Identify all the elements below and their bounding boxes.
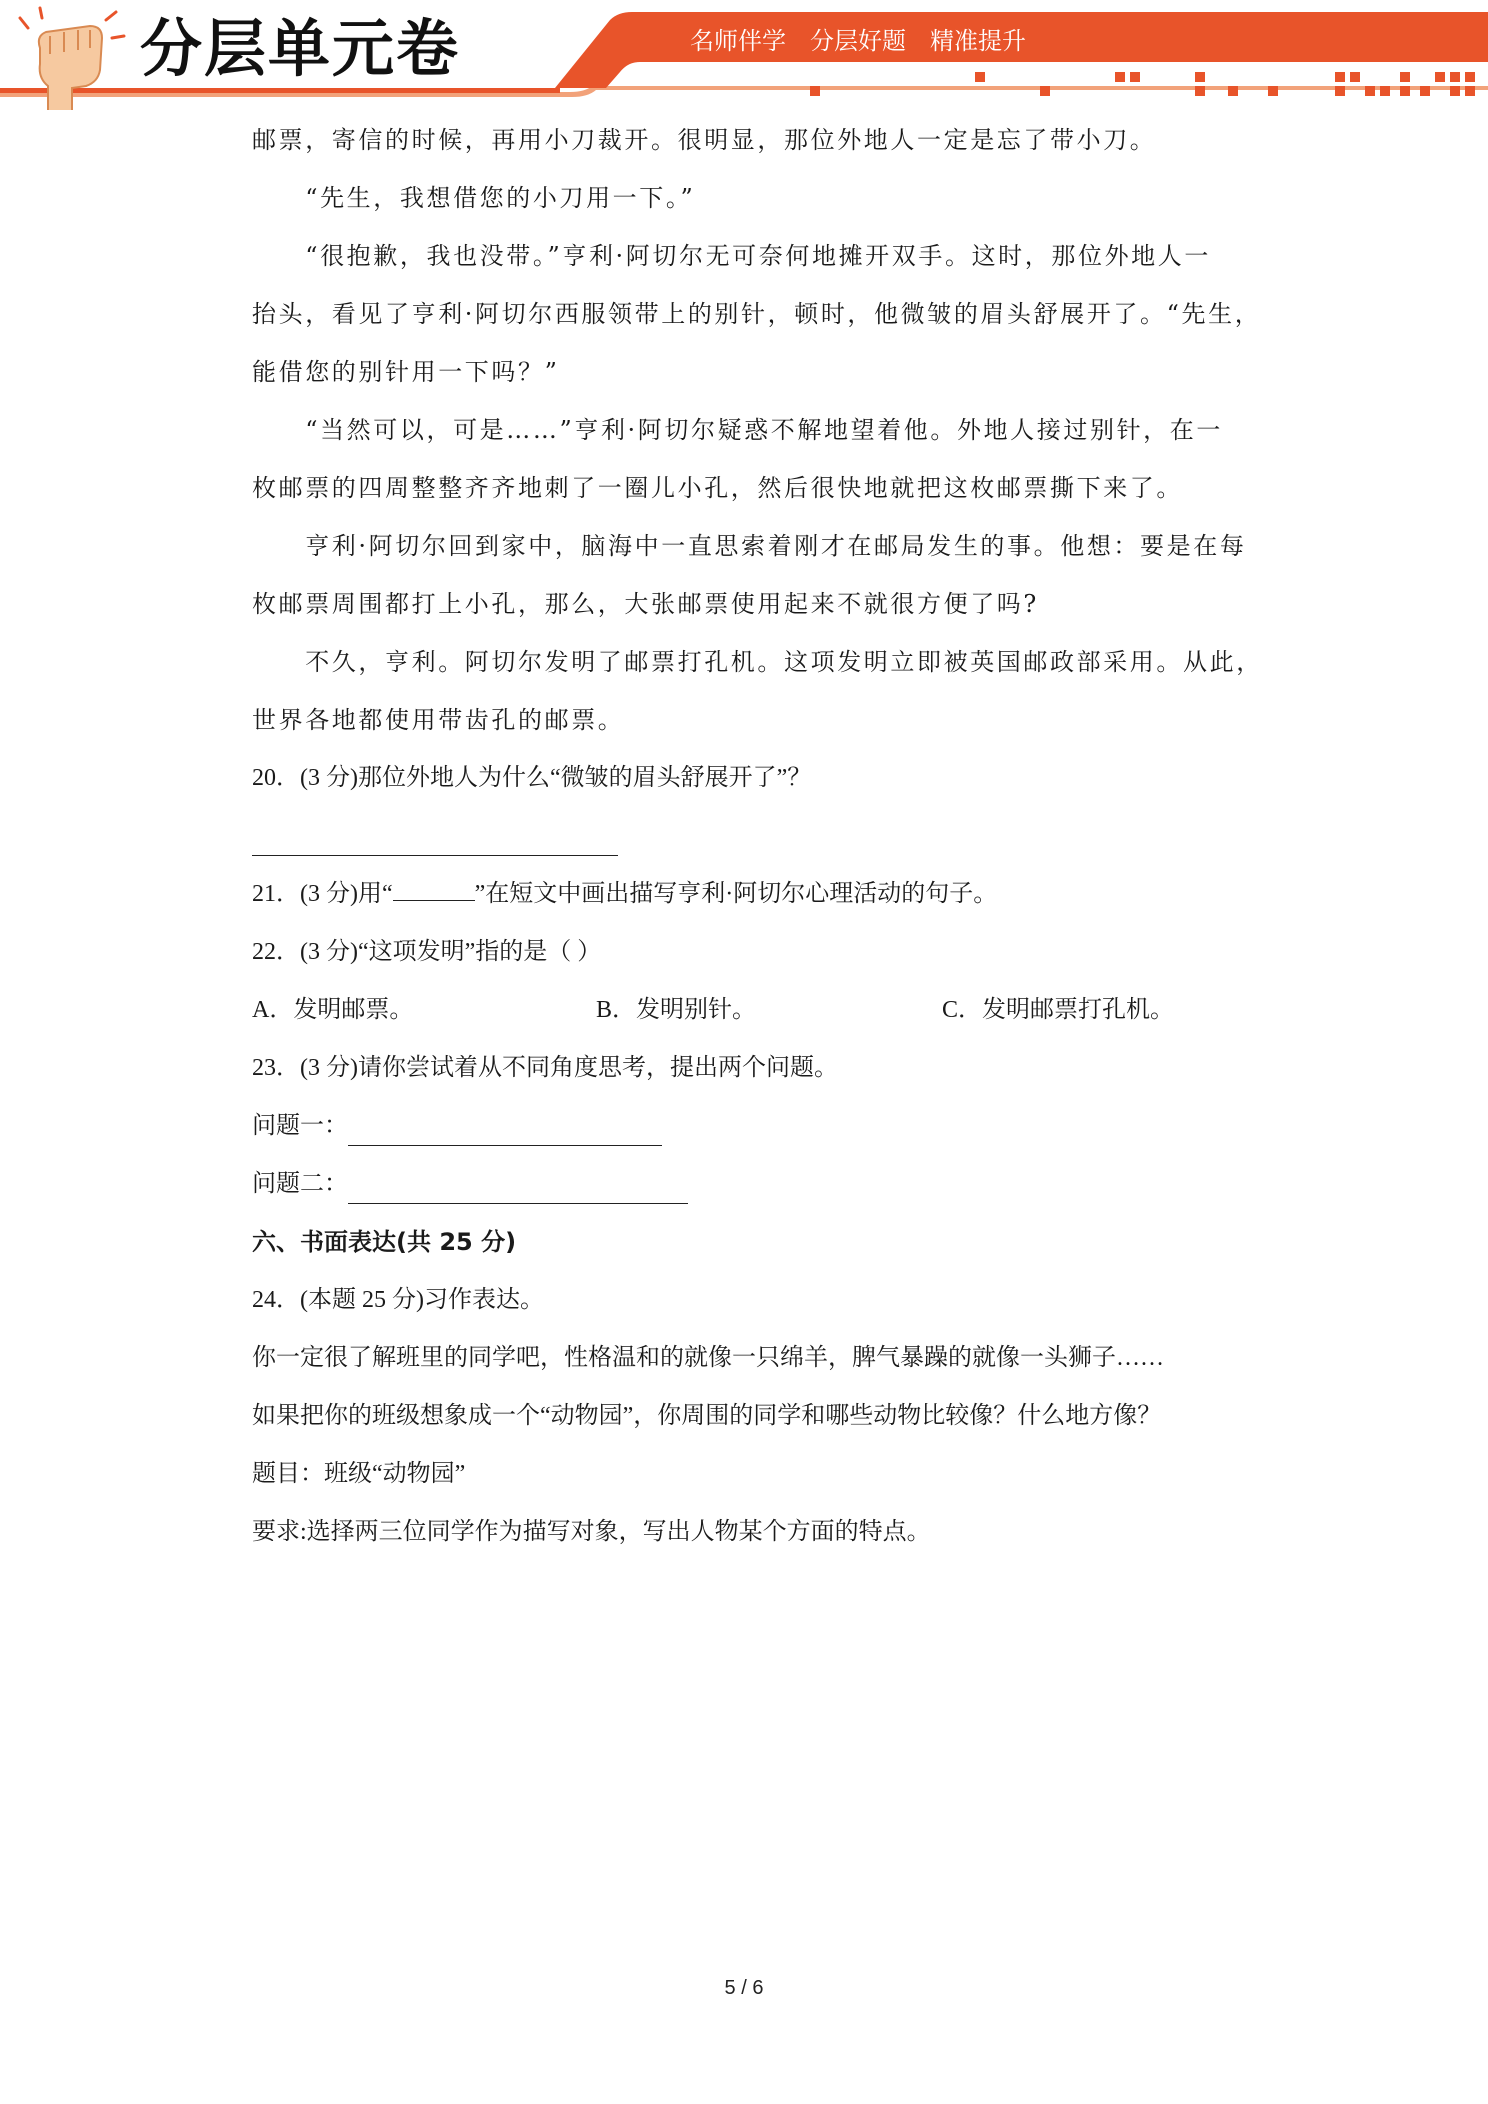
slogan-bar xyxy=(690,18,1026,58)
passage-line: 抬头，看见了亨利·阿切尔西服领带上的别针，顿时，他微皱的眉头舒展开了。“先生， xyxy=(252,300,1262,328)
underline-sample xyxy=(393,880,475,901)
choice-row xyxy=(252,990,1242,1030)
slogan-item: 分层好题 xyxy=(810,26,906,55)
question-21-suffix: ”在短文中画出描写亨利·阿切尔心理活动的句子。 xyxy=(474,881,998,907)
brand-title: 分层单元卷 xyxy=(140,12,461,85)
passage-line: “很抱歉，我也没带。”亨利·阿切尔无可奈何地摊开双手。这时，那位外地人一 xyxy=(252,242,1211,270)
question-24: 24．(本题 25 分)习作表达。 xyxy=(252,1287,544,1313)
passage-line: 能借您的别针用一下吗？” xyxy=(252,358,560,386)
answer-blank[interactable] xyxy=(348,1119,662,1146)
question-23-item-2 xyxy=(252,1164,688,1204)
question-22: 22．(3 分)“这项发明”指的是（ ） xyxy=(252,939,602,965)
q1-label: 问题一： xyxy=(252,1113,348,1139)
q2-label: 问题二： xyxy=(252,1171,348,1197)
answer-blank[interactable] xyxy=(348,1177,688,1204)
answer-blank[interactable] xyxy=(252,829,618,856)
passage-line: 不久，亨利。阿切尔发明了邮票打孔机。这项发明立即被英国邮政部采用。从此， xyxy=(252,648,1263,676)
option-c[interactable]: C．发明邮票打孔机。 xyxy=(942,997,1175,1023)
section-title: 六、书面表达(共 25 分) xyxy=(252,1228,517,1256)
page-header xyxy=(0,0,1488,110)
page-number: 5 / 6 xyxy=(724,1977,764,1999)
option-a[interactable]: A．发明邮票。 xyxy=(252,997,414,1023)
question-23-item-1 xyxy=(252,1106,662,1146)
slogan-item: 名师伴学 xyxy=(690,26,786,55)
prompt-line: 要求:选择两三位同学作为描写对象，写出人物某个方面的特点。 xyxy=(252,1519,931,1545)
prompt-line: 如果把你的班级想象成一个“动物园”，你周围的同学和哪些动物比较像？什么地方像？ xyxy=(252,1403,1162,1429)
question-21 xyxy=(252,874,997,914)
slogan-item: 精准提升 xyxy=(930,26,1026,55)
question-21-prefix: 21．(3 分)用“ xyxy=(252,881,393,907)
option-b[interactable]: B．发明别针。 xyxy=(596,997,757,1023)
passage-line: “当然可以，可是……”亨利·阿切尔疑惑不解地望着他。外地人接过别针，在一 xyxy=(252,416,1223,444)
passage-line: 枚邮票的四周整整齐齐地刺了一圈儿小孔，然后很快地就把这枚邮票撕下来了。 xyxy=(252,474,1183,502)
decorative-squares xyxy=(810,72,1475,96)
prompt-line: 题目：班级“动物园” xyxy=(252,1461,466,1487)
passage-line: 世界各地都使用带齿孔的邮票。 xyxy=(252,706,625,734)
question-23: 23．(3 分)请你尝试着从不同角度思考，提出两个问题。 xyxy=(252,1055,838,1081)
passage-line: 枚邮票周围都打上小孔，那么，大张邮票使用起来不就很方便了吗? xyxy=(252,590,1039,618)
passage-line: 邮票，寄信的时候，再用小刀裁开。很明显，那位外地人一定是忘了带小刀。 xyxy=(252,126,1157,154)
question-20: 20．(3 分)那位外地人为什么“微皱的眉头舒展开了”？ xyxy=(252,765,812,791)
passage-line: “先生，我想借您的小刀用一下。” xyxy=(252,184,696,212)
answer-line-20[interactable] xyxy=(252,816,618,856)
passage-line: 亨利·阿切尔回到家中，脑海中一直思索着刚才在邮局发生的事。他想：要是在每 xyxy=(252,532,1247,560)
prompt-line: 你一定很了解班里的同学吧，性格温和的就像一只绵羊，脾气暴躁的就像一头狮子…… xyxy=(252,1345,1164,1371)
